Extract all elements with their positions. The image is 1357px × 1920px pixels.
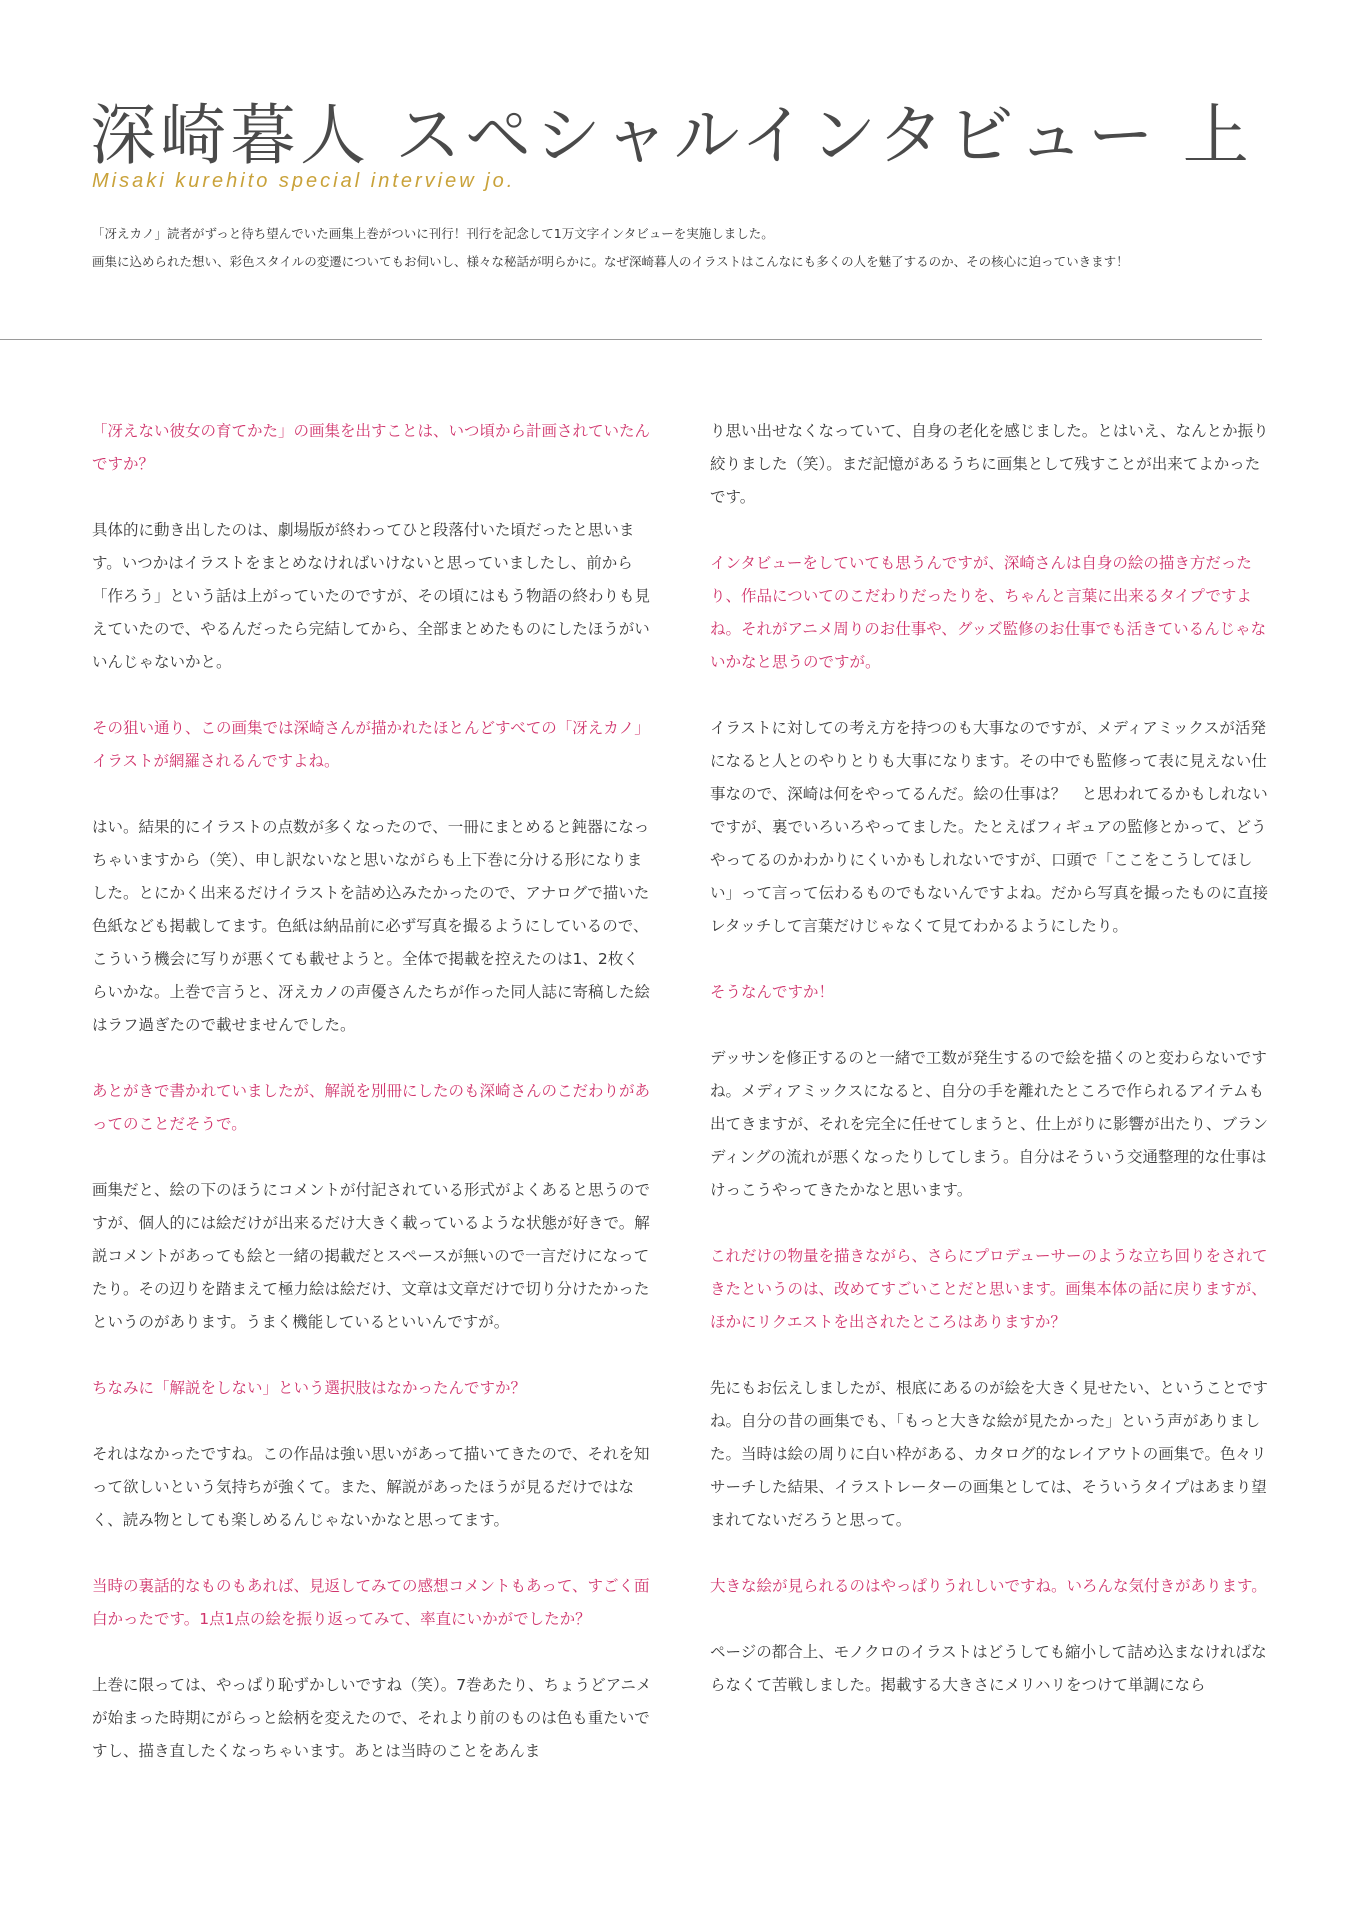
- question-paragraph: これだけの物量を描きながら、さらにプロデューサーのような立ち回りをされてきたというのは、改めてすごいことだと思います。画集本体の話に戻りますが、ほかにリクエストを出されたところはありますか？: [710, 1247, 1268, 1331]
- question-paragraph: その狙い通り、この画集では深崎さんが描かれたほとんどすべての「冴えカノ」イラストが網羅されるんですよね。: [92, 719, 650, 770]
- right-column: [710, 415, 1270, 1735]
- left-column: [92, 415, 652, 1801]
- question-paragraph: 「冴えない彼女の育てかた」の画集を出すことは、いつ頃から計画されていたんですか？: [92, 422, 651, 473]
- question-paragraph: あとがきで書かれていましたが、解説を別冊にしたのも深崎さんのこだわりがあってのことだそうで。: [92, 1082, 651, 1133]
- question-paragraph: 大きな絵が見られるのはやっぱりうれしいですね。いろんな気付きがあります。: [710, 1577, 1267, 1595]
- answer-paragraph: り思い出せなくなっていて、自身の老化を感じました。とはいえ、なんとか振り絞りました（笑）。まだ記憶があるうちに画集として残すことが出来てよかったです。: [710, 422, 1269, 506]
- answer-paragraph: デッサンを修正するのと一緒で工数が発生するので絵を描くのと変わらないですね。メディアミックスになると、自分の手を離れたところで作られるアイテムも出てきますが、それを完全に任せてしまうと、仕上がりに影響が出たり、ブランディングの流れが悪くなったりしてしまう。自分はそういう交通整理的な仕事はけっこうやってきたかなと思います。: [710, 1049, 1269, 1199]
- answer-paragraph: ページの都合上、モノクロのイラストはどうしても縮小して詰め込まなければならなくて苦戦しました。掲載する大きさにメリハリをつけて単調になら: [710, 1643, 1267, 1694]
- question-paragraph: そうなんですか！: [710, 983, 835, 1001]
- answer-paragraph: それはなかったですね。この作品は強い思いがあって描いてきたので、それを知って欲しいという気持ちが強くて。また、解説があったほうが見るだけではなく、読み物としても楽しめるんじゃないかなと思ってます。: [92, 1445, 650, 1529]
- intro-line: 「冴えカノ」読者がずっと待ち望んでいた画集上巻がついに刊行！刊行を記念して1万文字インタビューを実施しました。: [92, 226, 774, 241]
- question-paragraph: 当時の裏話的なものもあれば、見返してみての感想コメントもあって、すごく面白かったです。1点1点の絵を振り返ってみて、率直にいかがでしたか？: [92, 1577, 650, 1628]
- answer-paragraph: 具体的に動き出したのは、劇場版が終わってひと段落付いた頃だったと思います。いつかはイラストをまとめなければいけないと思っていましたし、前から「作ろう」という話は上がっていたのですが、その頃にはもう物語の終わりも見えていたので、やるんだったら完結してから、全部まとめたものにしたほうがいいんじゃないかと。: [92, 521, 651, 671]
- question-paragraph: ちなみに「解説をしない」という選択肢はなかったんですか？: [92, 1379, 527, 1397]
- answer-paragraph: 画集だと、絵の下のほうにコメントが付記されている形式がよくあると思うのですが、個人的には絵だけが出来るだけ大きく載っているような状態が好きで。解説コメントがあっても絵と一緒の掲載だとスペースが無いので一言だけになってたり。その辺りを踏まえて極力絵は絵だけ、文章は文章だけで切り分けたかったというのがあります。うまく機能しているといいんですが。: [92, 1181, 651, 1331]
- question-paragraph: インタビューをしていても思うんですが、深崎さんは自身の絵の描き方だったり、作品についてのこだわりだったりを、ちゃんと言葉に出来るタイプですよね。それがアニメ周りのお仕事や、グッズ監修のお仕事でも活きているんじゃないかなと思うのですが。: [710, 554, 1267, 671]
- intro-line: 画集に込められた想い、彩色スタイルの変遷についてもお伺いし、様々な秘話が明らかに。なぜ深崎暮人のイラストはこんなにも多くの人を魅了するのか、その核心に迫っていきます！: [92, 254, 1129, 269]
- answer-paragraph: 上巻に限っては、やっぱり恥ずかしいですね（笑）。7巻あたり、ちょうどアニメが始まった時期にがらっと絵柄を変えたので、それより前のものは色も重たいですし、描き直したくなっちゃいます。あとは当時のことをあんま: [92, 1676, 652, 1760]
- answer-paragraph: はい。結果的にイラストの点数が多くなったので、一冊にまとめると鈍器になっちゃいますから（笑）、申し訳ないなと思いながらも上下巻に分ける形になりました。とにかく出来るだけイラストを詰め込みたかったので、アナログで描いた色紙なども掲載してます。色紙は納品前に必ず写真を撮るようにしているので、こういう機会に写りが悪くても載せようと。全体で掲載を控えたのは1、2枚くらいかな。上巻で言うと、冴えカノの声優さんたちが作った同人誌に寄稿した絵はラフ過ぎたので載せませんでした。: [92, 818, 651, 1034]
- page-subtitle: Misaki kurehito special interview jo.: [92, 170, 516, 192]
- section-divider: [0, 339, 1262, 340]
- page-title: 深崎暮人 スペシャルインタビュー 上: [90, 97, 1253, 174]
- answer-paragraph: 先にもお伝えしましたが、根底にあるのが絵を大きく見せたい、ということですね。自分の昔の画集でも、「もっと大きな絵が見たかった」という声がありました。当時は絵の周りに白い枠がある、カタログ的なレイアウトの画集で。色々リサーチした結果、イラストレーターの画集としては、そういうタイプはあまり望まれてないだろうと思って。: [710, 1379, 1269, 1529]
- intro-text: [92, 220, 1272, 276]
- answer-paragraph: イラストに対しての考え方を持つのも大事なのですが、メディアミックスが活発になると人とのやりとりも大事になります。その中でも監修って表に見えない仕事なので、深崎は何をやってるんだ。絵の仕事は？ と思われてるかもしれないですが、裏でいろいろやってました。たとえばフィギュアの監修とかって、どうやってるのかわかりにくいかもしれないですが、口頭で「ここをこうしてほしい」って言って伝わるものでもないんですよね。だから写真を撮ったものに直接レタッチして言葉だけじゃなくて見てわかるようにしたり。: [710, 719, 1269, 935]
